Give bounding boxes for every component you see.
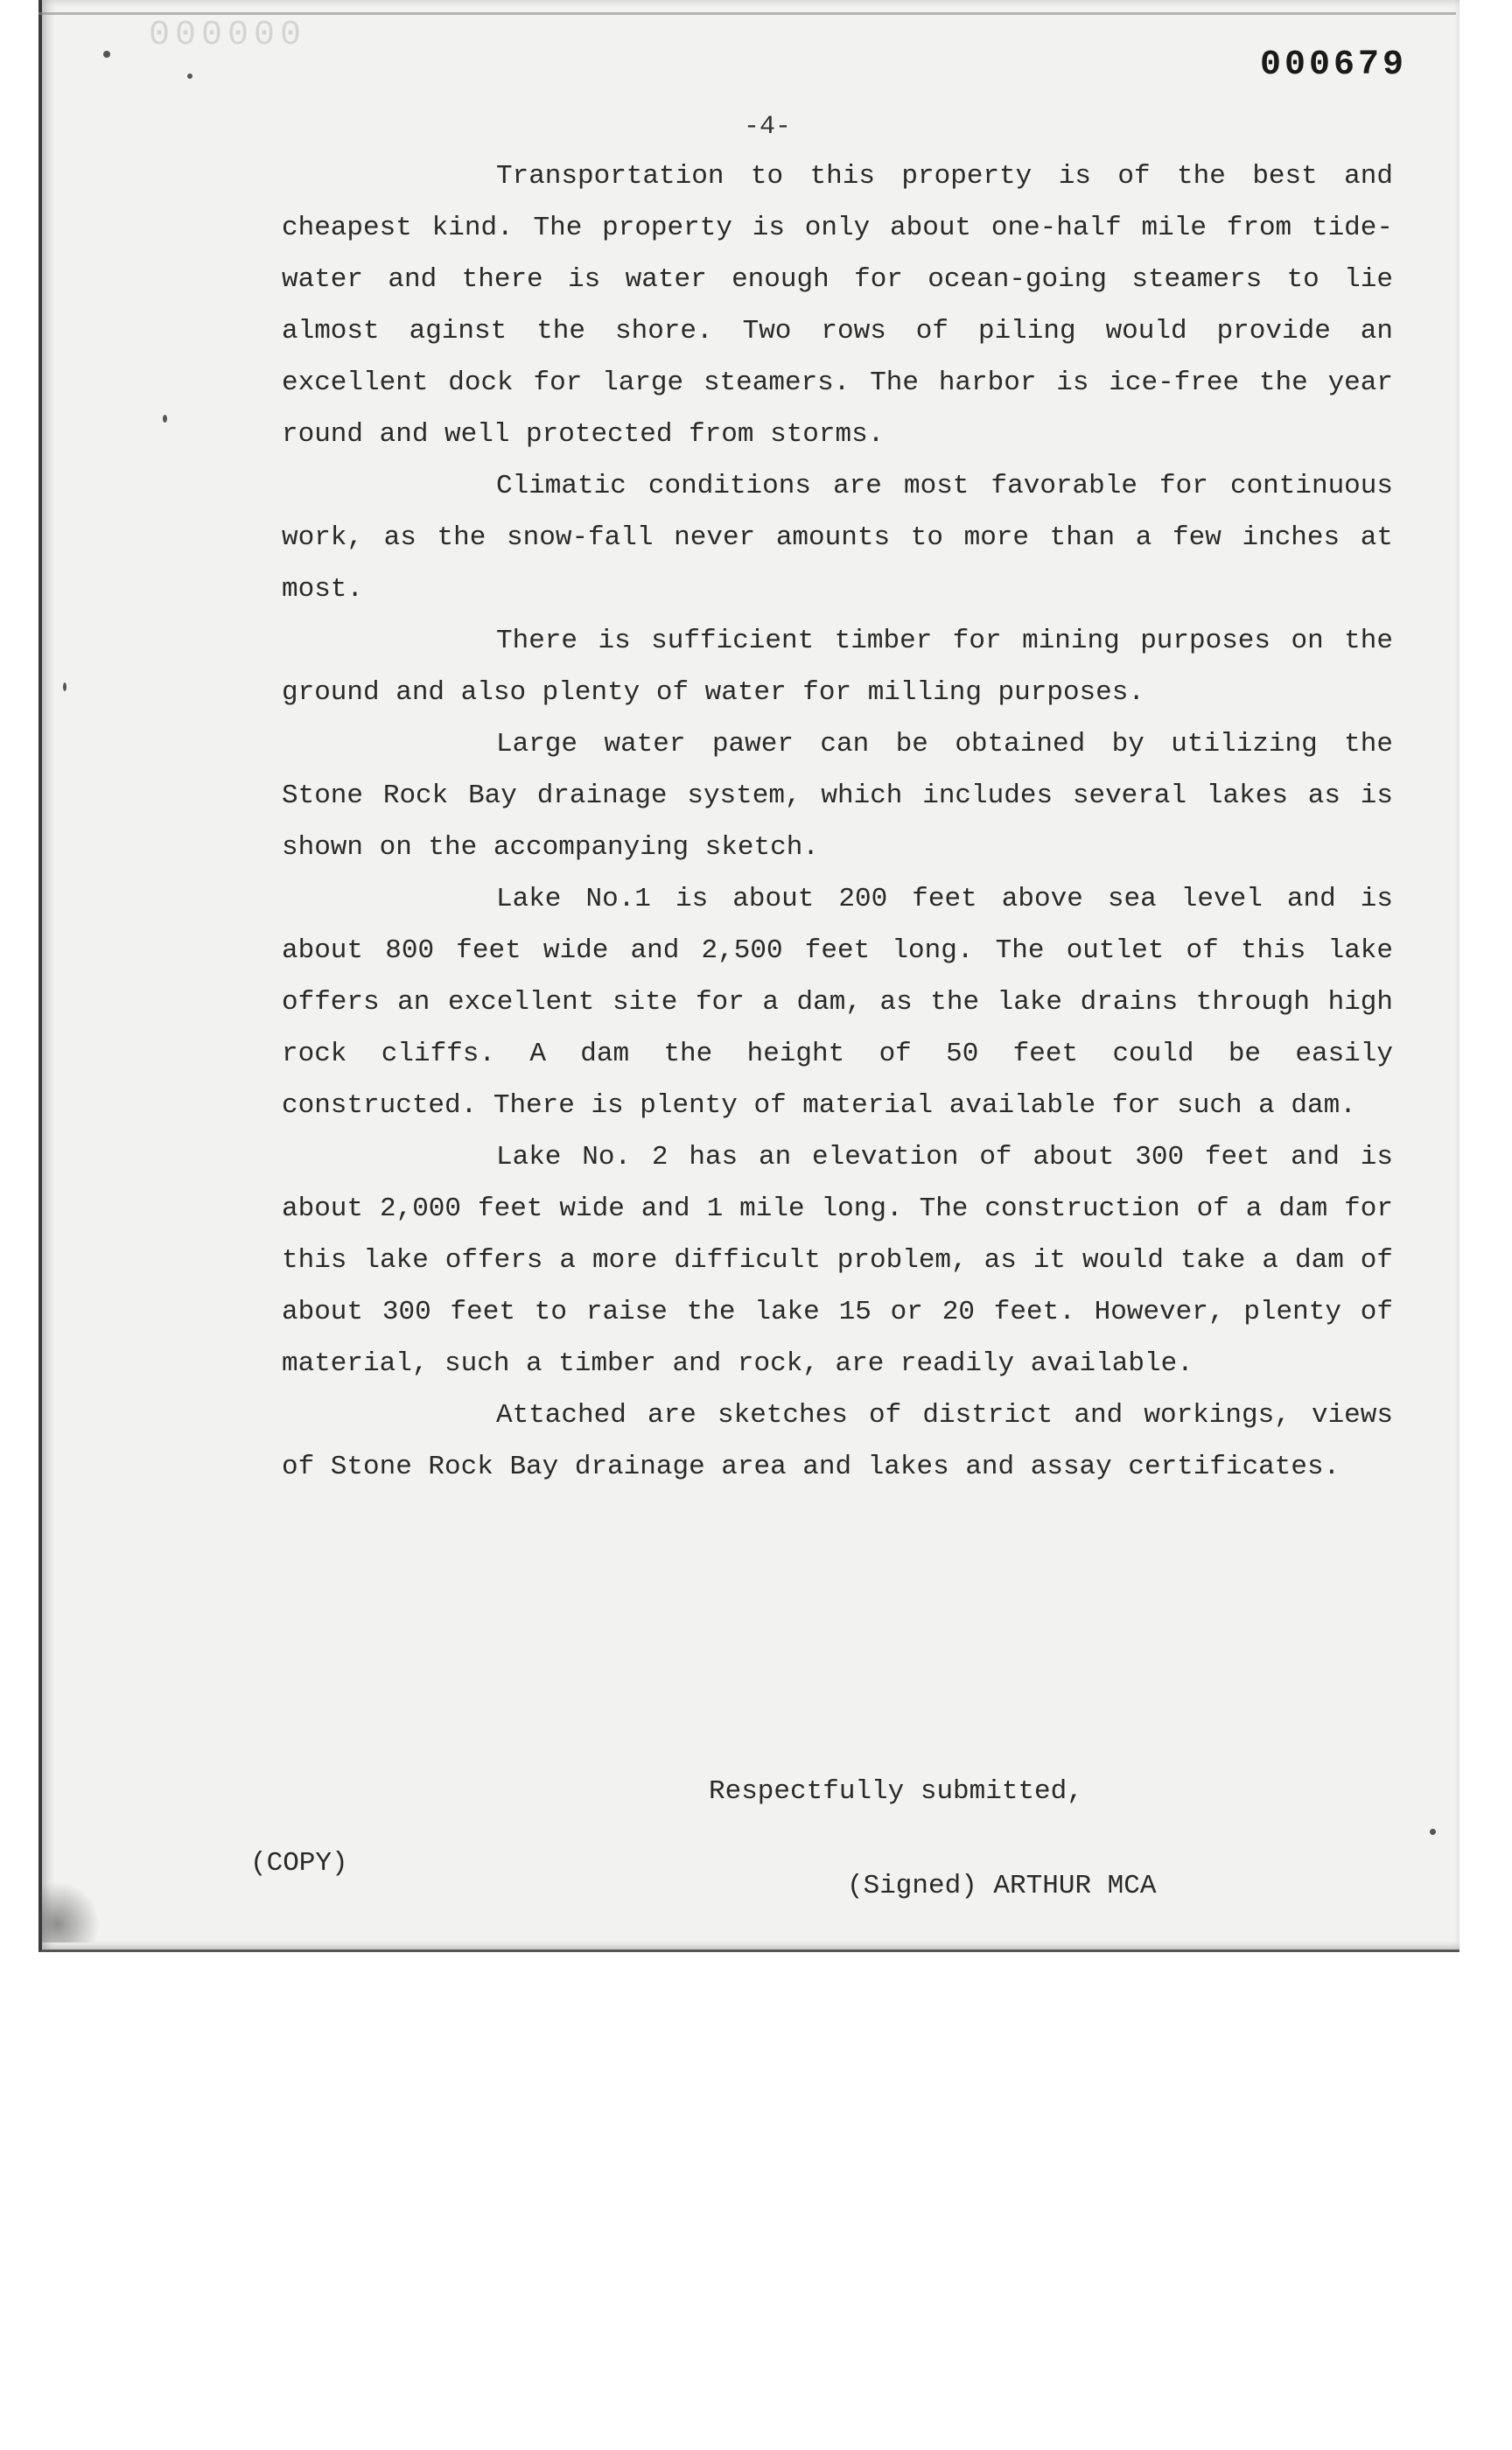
faint-stamp-number: 000000 [149,16,307,55]
paragraph-climate: Climatic conditions are most favorable for continuous work, as the snow-fall never amounts to more than a few inches at most. [282,471,1393,605]
page-top-edge [38,12,1456,15]
scan-smudge [38,1881,100,1942]
scan-speck [1430,1829,1436,1835]
scan-speck [187,74,192,79]
paragraph-lake-1: Lake No.1 is about 200 feet above sea level and is about 800 feet wide and 2,500 feet long. The outlet of this lake offers an excellent site for a dam, as the lake drains through high rock cliffs. A dam the height of 50 feet could be easily constructed. There is plenty of material available for such a dam. [282,884,1393,1121]
closing-line: Respectfully submitted, [709,1776,1083,1807]
paragraph-timber: There is sufficient timber for mining purposes on the ground and also plenty of water for milling purposes. [282,626,1393,708]
document-number: 000679 [1259,46,1407,85]
scan-speck [63,682,66,691]
paragraph-lake-2: Lake No. 2 has an elevation of about 300 feet and is about 2,000 feet wide and 1 mile long. The construction of a dam for this lake offers a more difficult problem, as it would take a dam of about 300 feet to raise the lake 15 or 20 feet. However, plenty of material, such a timber and rock, are readily available. [282,1142,1393,1379]
scan-speck [103,51,110,58]
scan-speck [163,415,167,423]
paragraph-attachments: Attached are sketches of district and workings, views of Stone Rock Bay drainage area and lakes and assay certificates. [282,1400,1393,1482]
signature-line: (Signed) ARTHUR MCA [847,1871,1157,1901]
paragraph-transportation: Transportation to this property is of the best and cheapest kind. The property is only about one-half mile from tide-water and there is water enough for ocean-going steamers to lie almost aginst the shore. Two rows of piling would provide an excellent dock for large steamers. The harbor is ice-free the year round and well protected from storms. [282,161,1393,450]
copy-mark: (COPY) [250,1848,348,1879]
page-number: -4- [744,112,792,142]
letter-body [282,150,1393,1493]
paragraph-water-power: Large water pawer can be obtained by utilizing the Stone Rock Bay drainage system, which includes several lakes as is shown on the accompanying sketch. [282,729,1393,863]
